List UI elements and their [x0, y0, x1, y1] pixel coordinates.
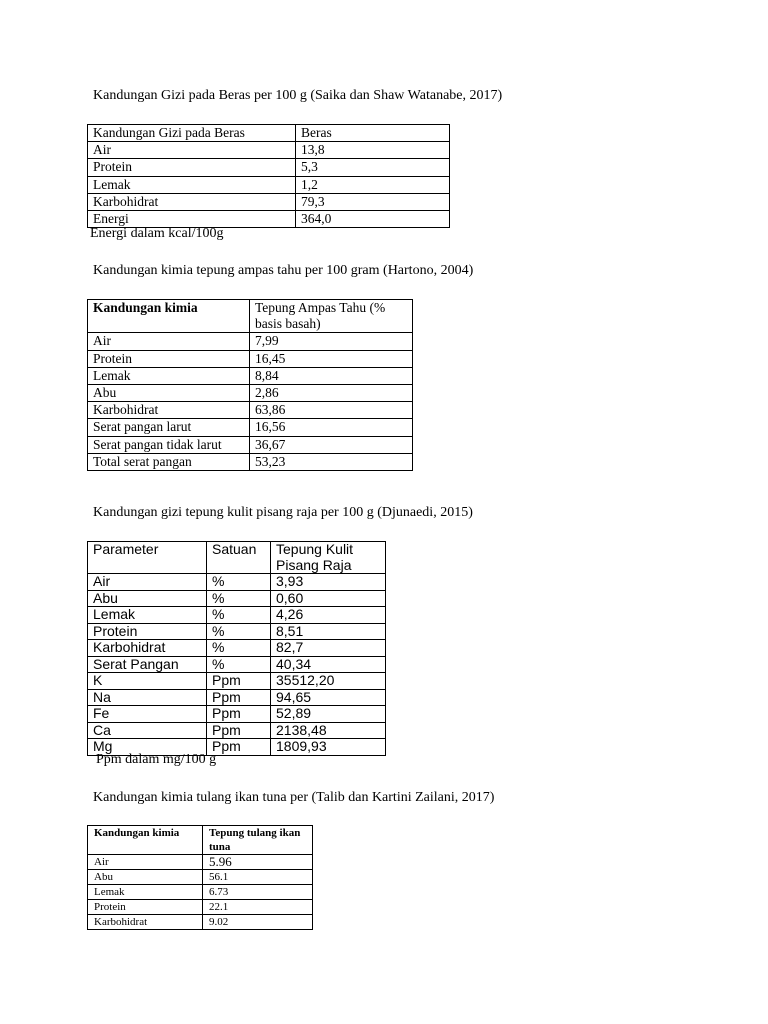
table-row [88, 333, 413, 350]
row-unit: Ppm [207, 689, 271, 706]
row-label: Protein [88, 350, 250, 367]
header-cell: Parameter [88, 542, 207, 574]
row-value: 13,8 [296, 142, 450, 159]
table-header-row [88, 826, 313, 855]
row-label: Lemak [88, 607, 207, 624]
table-row [88, 385, 413, 402]
row-value: 79,3 [296, 193, 450, 210]
header-cell: Tepung Kulit Pisang Raja [271, 542, 386, 574]
row-unit: % [207, 590, 271, 607]
banana-peel-flour-table [87, 541, 386, 756]
row-value: 5.96 [203, 855, 313, 870]
row-value: 1809,93 [271, 739, 386, 756]
row-unit: Ppm [207, 673, 271, 690]
header-cell: Tepung tulang ikan tuna [203, 826, 313, 855]
row-value: 2138,48 [271, 722, 386, 739]
row-label: Lemak [88, 885, 203, 900]
table-row [88, 673, 386, 690]
row-unit: % [207, 607, 271, 624]
row-label: K [88, 673, 207, 690]
table-row [88, 640, 386, 657]
header-cell: Kandungan kimia [88, 300, 250, 333]
header-cell: Kandungan Gizi pada Beras [88, 125, 296, 142]
row-label: Karbohidrat [88, 402, 250, 419]
header-cell: Satuan [207, 542, 271, 574]
row-value: 1,2 [296, 176, 450, 193]
table-row [88, 574, 386, 591]
row-unit: % [207, 574, 271, 591]
table-row [88, 159, 450, 176]
row-value: 53,23 [250, 453, 413, 470]
row-label: Energi [88, 211, 296, 228]
table-row [88, 367, 413, 384]
row-unit: Ppm [207, 739, 271, 756]
table-row [88, 419, 413, 436]
header-cell: Beras [296, 125, 450, 142]
row-unit: Ppm [207, 722, 271, 739]
row-label: Karbohidrat [88, 915, 203, 930]
row-value: 94,65 [271, 689, 386, 706]
section2-caption: Kandungan kimia tepung ampas tahu per 100 gram (Hartono, 2004) [93, 263, 474, 278]
table-row [88, 855, 313, 870]
row-label: Air [88, 574, 207, 591]
table-header-row [88, 300, 413, 333]
row-label: Air [88, 855, 203, 870]
row-label: Lemak [88, 367, 250, 384]
row-value: 8,51 [271, 623, 386, 640]
row-label: Fe [88, 706, 207, 723]
row-label: Air [88, 333, 250, 350]
row-unit: % [207, 656, 271, 673]
row-value: 5,3 [296, 159, 450, 176]
row-value: 8,84 [250, 367, 413, 384]
row-label: Abu [88, 870, 203, 885]
row-label: Abu [88, 590, 207, 607]
row-value: 35512,20 [271, 673, 386, 690]
table-row [88, 900, 313, 915]
table-row [88, 656, 386, 673]
row-label: Protein [88, 623, 207, 640]
row-label: Protein [88, 900, 203, 915]
row-value: 4,26 [271, 607, 386, 624]
table-row [88, 453, 413, 470]
section1-note: Energi dalam kcal/100g [90, 226, 224, 241]
tofu-dregs-flour-table [87, 299, 413, 471]
row-label: Lemak [88, 176, 296, 193]
row-unit: % [207, 623, 271, 640]
row-value: 56.1 [203, 870, 313, 885]
row-value: 16,56 [250, 419, 413, 436]
row-label: Total serat pangan [88, 453, 250, 470]
row-value: 3,93 [271, 574, 386, 591]
row-value: 82,7 [271, 640, 386, 657]
table-row [88, 870, 313, 885]
table-row [88, 722, 386, 739]
table-row [88, 915, 313, 930]
row-unit: Ppm [207, 706, 271, 723]
row-value: 36,67 [250, 436, 413, 453]
table-row [88, 590, 386, 607]
row-label: Na [88, 689, 207, 706]
table-row [88, 623, 386, 640]
row-label: Mg [88, 739, 207, 756]
row-value: 2,86 [250, 385, 413, 402]
header-cell: Tepung Ampas Tahu (% basis basah) [250, 300, 413, 333]
row-value: 7,99 [250, 333, 413, 350]
row-value: 0,60 [271, 590, 386, 607]
table-header-row [88, 125, 450, 142]
section3-note: Ppm dalam mg/100 g [96, 752, 217, 767]
row-value: 364,0 [296, 211, 450, 228]
row-value: 16,45 [250, 350, 413, 367]
row-label: Karbohidrat [88, 640, 207, 657]
row-unit: % [207, 640, 271, 657]
row-value: 63,86 [250, 402, 413, 419]
row-value: 40,34 [271, 656, 386, 673]
table-row [88, 193, 450, 210]
rice-nutrition-table [87, 124, 450, 228]
tuna-bone-flour-table [87, 825, 313, 930]
row-label: Serat pangan tidak larut [88, 436, 250, 453]
row-value: 6.73 [203, 885, 313, 900]
row-label: Karbohidrat [88, 193, 296, 210]
table-row [88, 402, 413, 419]
row-label: Serat pangan larut [88, 419, 250, 436]
row-value: 22.1 [203, 900, 313, 915]
section3-caption: Kandungan gizi tepung kulit pisang raja per 100 g (Djunaedi, 2015) [93, 505, 473, 520]
row-value: 52,89 [271, 706, 386, 723]
table-header-row [88, 542, 386, 574]
section1-caption: Kandungan Gizi pada Beras per 100 g (Saika dan Shaw Watanabe, 2017) [93, 88, 503, 103]
table-row [88, 176, 450, 193]
row-label: Ca [88, 722, 207, 739]
section4-caption: Kandungan kimia tulang ikan tuna per (Talib dan Kartini Zailani, 2017) [93, 790, 495, 805]
table-row [88, 142, 450, 159]
table-row [88, 885, 313, 900]
row-label: Protein [88, 159, 296, 176]
header-cell: Kandungan kimia [88, 826, 203, 855]
table-row [88, 706, 386, 723]
table-row [88, 350, 413, 367]
row-label: Air [88, 142, 296, 159]
table-row [88, 436, 413, 453]
table-row [88, 607, 386, 624]
row-label: Abu [88, 385, 250, 402]
row-label: Serat Pangan [88, 656, 207, 673]
table-row [88, 689, 386, 706]
row-value: 9.02 [203, 915, 313, 930]
